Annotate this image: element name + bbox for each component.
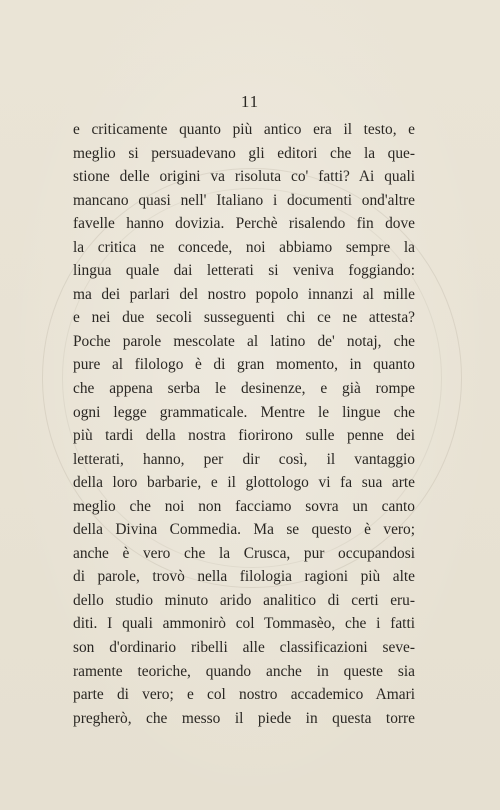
page-number: 11	[240, 92, 260, 111]
text-line: mancano quasi nell' Italiano i documenti ond'altre	[73, 191, 415, 209]
text-line: lingua quale dai letterati si veniva foggiando:	[73, 262, 415, 280]
text-body	[73, 118, 415, 730]
text-line: Poche parole mescolate al latino de' notaj, che	[73, 332, 415, 350]
text-line: più tardi della nostra fiorirono sulle penne dei	[73, 427, 415, 445]
text-line: della Divina Commedia. Ma se questo è vero;	[73, 521, 415, 539]
text-line: della loro barbarie, e il glottologo vi fa sua arte	[73, 474, 415, 492]
text-line: di parole, trovò nella filologia ragioni più alte	[73, 568, 415, 586]
text-line: che appena serba le desinenze, e già rompe	[73, 380, 415, 398]
text-line: ogni legge grammaticale. Mentre le lingue che	[73, 403, 415, 421]
text-line: la critica ne concede, noi abbiamo sempre la	[73, 238, 415, 256]
text-line: parte di vero; e col nostro accademico Amari	[73, 686, 415, 704]
text-line: son d'ordinario ribelli alle classificazioni seve-	[73, 639, 415, 657]
text-line: e nei due secoli susseguenti chi ce ne attesta?	[73, 309, 415, 327]
text-line: stione delle origini va risoluta co' fatti? Ai quali	[73, 168, 415, 186]
text-line: e criticamente quanto più antico era il testo, e	[73, 121, 415, 138]
text-line: pure al filologo è di gran momento, in quanto	[73, 356, 415, 374]
text-line: letterati, hanno, per dir così, il vantaggio	[73, 450, 415, 468]
text-line: ma dei parlari del nostro popolo innanzi al mille	[73, 285, 415, 303]
text-line: meglio che noi non facciamo sovra un canto	[73, 497, 415, 515]
text-line: diti. I quali ammonirò col Tommasèo, che i fatti	[73, 615, 415, 633]
text-line: anche è vero che la Crusca, pur occupandosi	[73, 544, 415, 562]
text-line: pregherò, che messo il piede in questa torre	[73, 709, 415, 727]
text-line: ramente teoriche, quando anche in queste sia	[73, 662, 415, 680]
text-line: dello studio minuto arido analitico di certi eru-	[73, 591, 415, 609]
text-line: meglio si persuadevano gli editori che la que-	[73, 144, 415, 162]
text-line: favelle hanno dovizia. Perchè risalendo fin dove	[73, 215, 415, 233]
